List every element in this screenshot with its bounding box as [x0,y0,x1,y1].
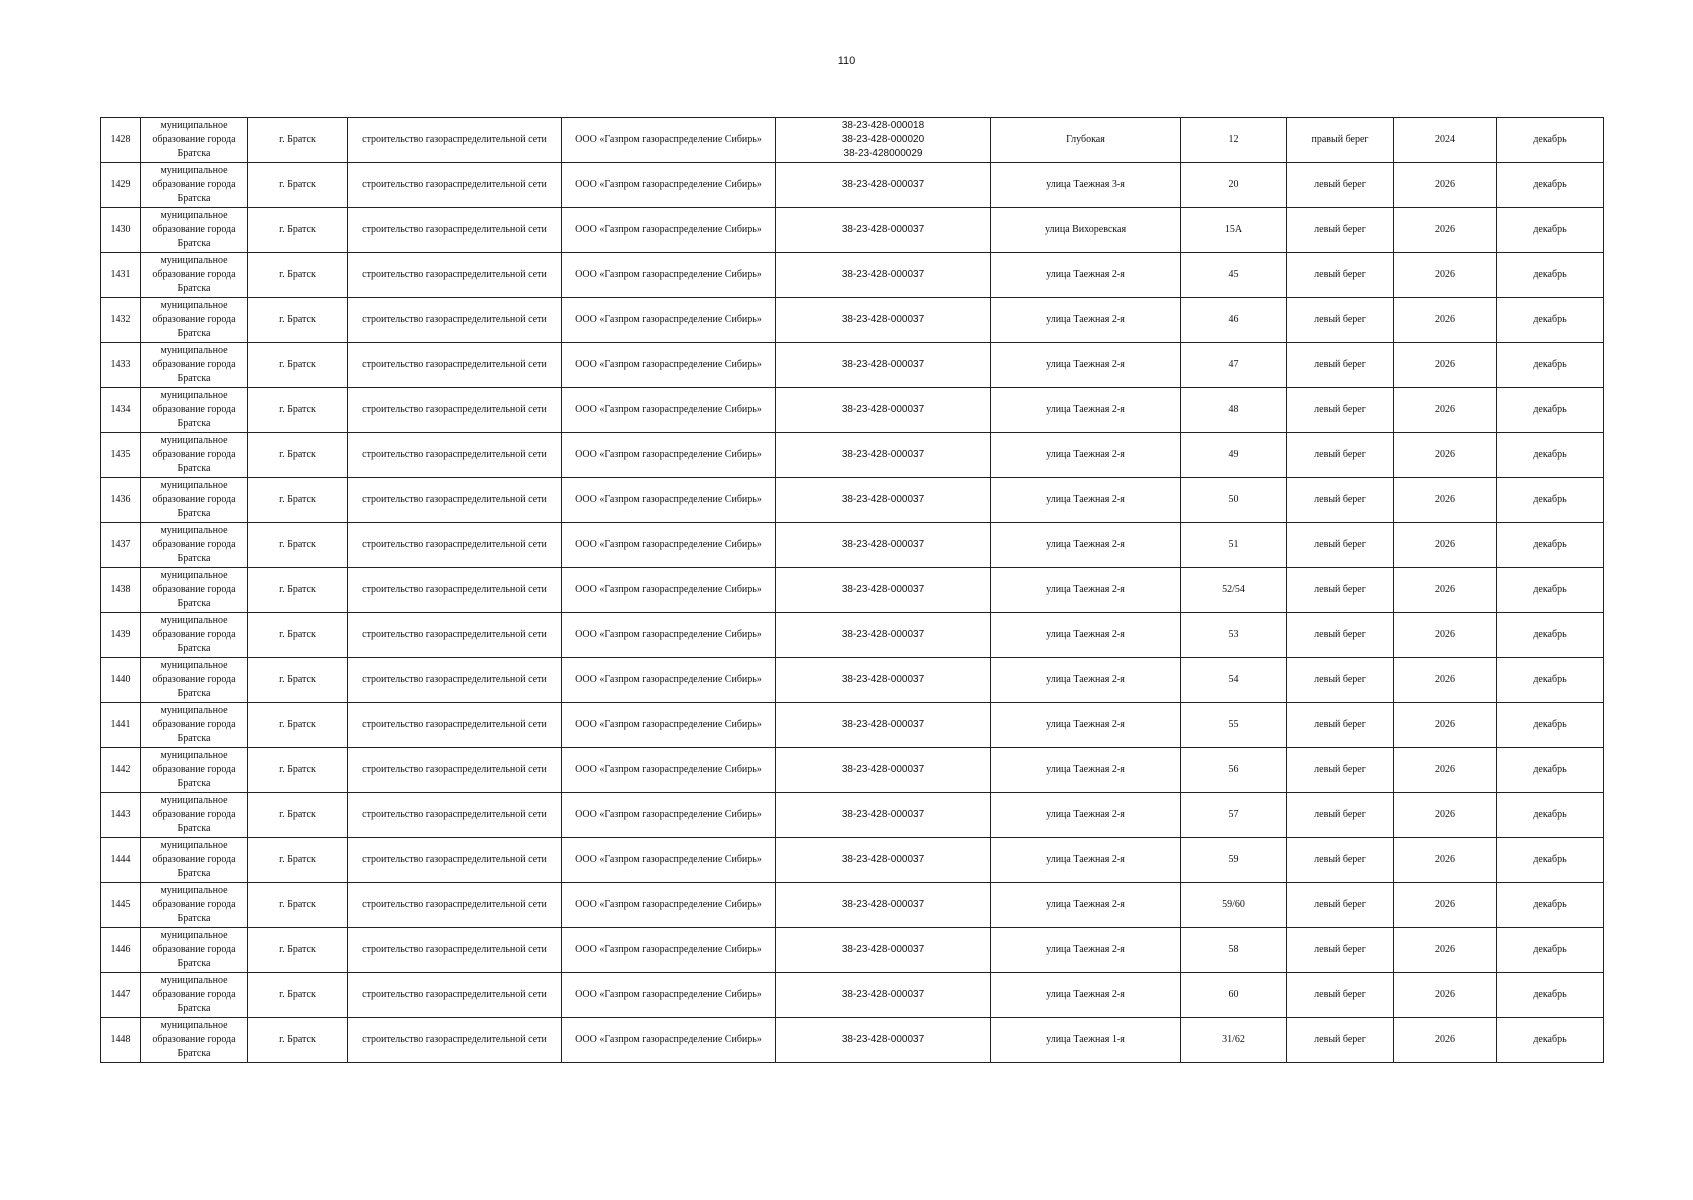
object-id: 38-23-428-000037 [841,944,925,955]
year-cell: 2026 [1394,973,1497,1018]
month-cell: декабрь [1497,703,1604,748]
row-number-cell: 1428 [101,118,141,163]
street-cell: улица Таежная 3-я [991,163,1181,208]
organization-cell: ООО «Газпром газораспределение Сибирь» [562,793,776,838]
house-number-cell: 55 [1181,703,1287,748]
organization-cell: ООО «Газпром газораспределение Сибирь» [562,298,776,343]
table-row [101,973,1604,1018]
month-cell: декабрь [1497,388,1604,433]
year-cell: 2026 [1394,928,1497,973]
house-number-cell: 53 [1181,613,1287,658]
table-row [101,433,1604,478]
object-id-cell [776,703,991,748]
year-cell: 2026 [1394,793,1497,838]
year-cell: 2026 [1394,343,1497,388]
house-number-cell: 58 [1181,928,1287,973]
organization-cell: ООО «Газпром газораспределение Сибирь» [562,928,776,973]
organization-cell: ООО «Газпром газораспределение Сибирь» [562,703,776,748]
table-row [101,658,1604,703]
work-type-cell: строительство газораспределительной сети [348,928,562,973]
object-id-cell [776,433,991,478]
city-cell: г. Братск [248,118,348,163]
year-cell: 2024 [1394,118,1497,163]
year-cell: 2026 [1394,298,1497,343]
object-id-cell [776,613,991,658]
gasification-table [100,117,1604,1063]
organization-cell: ООО «Газпром газораспределение Сибирь» [562,973,776,1018]
year-cell: 2026 [1394,613,1497,658]
river-bank-cell: правый берег [1287,118,1394,163]
river-bank-cell: левый берег [1287,478,1394,523]
street-cell: улица Таежная 2-я [991,388,1181,433]
work-type-cell: строительство газораспределительной сети [348,568,562,613]
object-id-cell [776,163,991,208]
table-row [101,298,1604,343]
table-row [101,748,1604,793]
object-id: 38-23-428-000037 [841,854,925,865]
river-bank-cell: левый берег [1287,658,1394,703]
municipality-cell: муниципальное образование города Братска [141,343,248,388]
organization-cell: ООО «Газпром газораспределение Сибирь» [562,253,776,298]
river-bank-cell: левый берег [1287,163,1394,208]
house-number-cell: 15А [1181,208,1287,253]
river-bank-cell: левый берег [1287,883,1394,928]
month-cell: декабрь [1497,973,1604,1018]
row-number-cell: 1448 [101,1018,141,1063]
object-id-cell [776,793,991,838]
house-number-cell: 50 [1181,478,1287,523]
municipality-cell: муниципальное образование города Братска [141,748,248,793]
municipality-cell: муниципальное образование города Братска [141,388,248,433]
table-row [101,388,1604,433]
table-row [101,613,1604,658]
municipality-cell: муниципальное образование города Братска [141,298,248,343]
year-cell: 2026 [1394,388,1497,433]
table-row [101,343,1604,388]
street-cell: улица Таежная 2-я [991,613,1181,658]
house-number-cell: 49 [1181,433,1287,478]
row-number-cell: 1436 [101,478,141,523]
house-number-cell: 45 [1181,253,1287,298]
year-cell: 2026 [1394,883,1497,928]
object-id-cell [776,118,991,163]
row-number-cell: 1439 [101,613,141,658]
city-cell: г. Братск [248,568,348,613]
municipality-cell: муниципальное образование города Братска [141,973,248,1018]
street-cell: улица Таежная 2-я [991,478,1181,523]
object-id: 38-23-428-000037 [841,224,925,235]
object-id-cell [776,208,991,253]
month-cell: декабрь [1497,298,1604,343]
house-number-cell: 20 [1181,163,1287,208]
table-row [101,118,1604,163]
city-cell: г. Братск [248,163,348,208]
house-number-cell: 59 [1181,838,1287,883]
organization-cell: ООО «Газпром газораспределение Сибирь» [562,478,776,523]
organization-cell: ООО «Газпром газораспределение Сибирь» [562,343,776,388]
object-id: 38-23-428-000037 [841,179,925,190]
city-cell: г. Братск [248,928,348,973]
year-cell: 2026 [1394,253,1497,298]
street-cell: улица Таежная 2-я [991,253,1181,298]
street-cell: улица Таежная 2-я [991,973,1181,1018]
month-cell: декабрь [1497,928,1604,973]
work-type-cell: строительство газораспределительной сети [348,208,562,253]
row-number-cell: 1430 [101,208,141,253]
row-number-cell: 1431 [101,253,141,298]
city-cell: г. Братск [248,793,348,838]
object-id: 38-23-428-000037 [841,1034,925,1045]
month-cell: декабрь [1497,883,1604,928]
organization-cell: ООО «Газпром газораспределение Сибирь» [562,523,776,568]
month-cell: декабрь [1497,793,1604,838]
object-id-cell [776,658,991,703]
river-bank-cell: левый берег [1287,343,1394,388]
table-row [101,1018,1604,1063]
row-number-cell: 1433 [101,343,141,388]
object-id: 38-23-428-000037 [841,359,925,370]
house-number-cell: 57 [1181,793,1287,838]
month-cell: декабрь [1497,838,1604,883]
river-bank-cell: левый берег [1287,568,1394,613]
organization-cell: ООО «Газпром газораспределение Сибирь» [562,433,776,478]
house-number-cell: 46 [1181,298,1287,343]
table-row [101,928,1604,973]
year-cell: 2026 [1394,658,1497,703]
street-cell: улица Вихоревская [991,208,1181,253]
work-type-cell: строительство газораспределительной сети [348,163,562,208]
month-cell: декабрь [1497,523,1604,568]
table-row [101,163,1604,208]
object-id-cell [776,883,991,928]
river-bank-cell: левый берег [1287,973,1394,1018]
row-number-cell: 1445 [101,883,141,928]
work-type-cell: строительство газораспределительной сети [348,793,562,838]
house-number-cell: 47 [1181,343,1287,388]
house-number-cell: 59/60 [1181,883,1287,928]
row-number-cell: 1437 [101,523,141,568]
table-row [101,793,1604,838]
year-cell: 2026 [1394,523,1497,568]
work-type-cell: строительство газораспределительной сети [348,703,562,748]
object-id: 38-23-428-000037 [841,674,925,685]
street-cell: улица Таежная 1-я [991,1018,1181,1063]
organization-cell: ООО «Газпром газораспределение Сибирь» [562,613,776,658]
table-row [101,838,1604,883]
city-cell: г. Братск [248,208,348,253]
city-cell: г. Братск [248,838,348,883]
object-id-cell [776,253,991,298]
object-id-cell [776,1018,991,1063]
year-cell: 2026 [1394,208,1497,253]
organization-cell: ООО «Газпром газораспределение Сибирь» [562,748,776,793]
object-id: 38-23-428-000037 [841,629,925,640]
object-id: 38-23-428-000037 [841,314,925,325]
month-cell: декабрь [1497,568,1604,613]
river-bank-cell: левый берег [1287,298,1394,343]
municipality-cell: муниципальное образование города Братска [141,433,248,478]
river-bank-cell: левый берег [1287,208,1394,253]
object-id-cell [776,748,991,793]
row-number-cell: 1434 [101,388,141,433]
city-cell: г. Братск [248,973,348,1018]
street-cell: улица Таежная 2-я [991,928,1181,973]
river-bank-cell: левый берег [1287,253,1394,298]
street-cell: улица Таежная 2-я [991,343,1181,388]
row-number-cell: 1441 [101,703,141,748]
municipality-cell: муниципальное образование города Братска [141,613,248,658]
organization-cell: ООО «Газпром газораспределение Сибирь» [562,388,776,433]
river-bank-cell: левый берег [1287,388,1394,433]
work-type-cell: строительство газораспределительной сети [348,388,562,433]
object-id-cell [776,478,991,523]
house-number-cell: 48 [1181,388,1287,433]
house-number-cell: 31/62 [1181,1018,1287,1063]
river-bank-cell: левый берег [1287,523,1394,568]
organization-cell: ООО «Газпром газораспределение Сибирь» [562,1018,776,1063]
house-number-cell: 60 [1181,973,1287,1018]
river-bank-cell: левый берег [1287,703,1394,748]
work-type-cell: строительство газораспределительной сети [348,658,562,703]
city-cell: г. Братск [248,613,348,658]
month-cell: декабрь [1497,478,1604,523]
municipality-cell: муниципальное образование города Братска [141,568,248,613]
street-cell: улица Таежная 2-я [991,568,1181,613]
city-cell: г. Братск [248,478,348,523]
object-id: 38-23-428000029 [843,148,923,159]
month-cell: декабрь [1497,208,1604,253]
river-bank-cell: левый берег [1287,838,1394,883]
object-id: 38-23-428-000037 [841,449,925,460]
object-id: 38-23-428-000037 [841,764,925,775]
month-cell: декабрь [1497,433,1604,478]
house-number-cell: 51 [1181,523,1287,568]
street-cell: улица Таежная 2-я [991,883,1181,928]
city-cell: г. Братск [248,433,348,478]
organization-cell: ООО «Газпром газораспределение Сибирь» [562,658,776,703]
street-cell: улица Таежная 2-я [991,748,1181,793]
row-number-cell: 1446 [101,928,141,973]
street-cell: улица Таежная 2-я [991,793,1181,838]
work-type-cell: строительство газораспределительной сети [348,118,562,163]
object-id: 38-23-428-000037 [841,404,925,415]
work-type-cell: строительство газораспределительной сети [348,883,562,928]
table-row [101,478,1604,523]
work-type-cell: строительство газораспределительной сети [348,1018,562,1063]
month-cell: декабрь [1497,748,1604,793]
object-id: 38-23-428-000037 [841,269,925,280]
city-cell: г. Братск [248,703,348,748]
work-type-cell: строительство газораспределительной сети [348,613,562,658]
year-cell: 2026 [1394,838,1497,883]
month-cell: декабрь [1497,658,1604,703]
object-id-cell [776,523,991,568]
city-cell: г. Братск [248,658,348,703]
work-type-cell: строительство газораспределительной сети [348,748,562,793]
row-number-cell: 1442 [101,748,141,793]
row-number-cell: 1435 [101,433,141,478]
organization-cell: ООО «Газпром газораспределение Сибирь» [562,118,776,163]
municipality-cell: муниципальное образование города Братска [141,478,248,523]
work-type-cell: строительство газораспределительной сети [348,838,562,883]
table-row [101,568,1604,613]
row-number-cell: 1429 [101,163,141,208]
object-id: 38-23-428-000037 [841,494,925,505]
city-cell: г. Братск [248,523,348,568]
work-type-cell: строительство газораспределительной сети [348,433,562,478]
month-cell: декабрь [1497,343,1604,388]
city-cell: г. Братск [248,1018,348,1063]
municipality-cell: муниципальное образование города Братска [141,163,248,208]
river-bank-cell: левый берег [1287,748,1394,793]
work-type-cell: строительство газораспределительной сети [348,973,562,1018]
table-row [101,883,1604,928]
organization-cell: ООО «Газпром газораспределение Сибирь» [562,568,776,613]
object-id-cell [776,568,991,613]
municipality-cell: муниципальное образование города Братска [141,253,248,298]
organization-cell: ООО «Газпром газораспределение Сибирь» [562,883,776,928]
house-number-cell: 12 [1181,118,1287,163]
row-number-cell: 1440 [101,658,141,703]
row-number-cell: 1432 [101,298,141,343]
river-bank-cell: левый берег [1287,1018,1394,1063]
year-cell: 2026 [1394,748,1497,793]
work-type-cell: строительство газораспределительной сети [348,343,562,388]
table-row [101,703,1604,748]
street-cell: улица Таежная 2-я [991,658,1181,703]
row-number-cell: 1438 [101,568,141,613]
year-cell: 2026 [1394,568,1497,613]
street-cell: улица Таежная 2-я [991,838,1181,883]
municipality-cell: муниципальное образование города Братска [141,883,248,928]
object-id-cell [776,973,991,1018]
row-number-cell: 1443 [101,793,141,838]
river-bank-cell: левый берег [1287,433,1394,478]
street-cell: улица Таежная 2-я [991,433,1181,478]
municipality-cell: муниципальное образование города Братска [141,208,248,253]
street-cell: улица Таежная 2-я [991,703,1181,748]
object-id-cell [776,838,991,883]
city-cell: г. Братск [248,253,348,298]
page-number: 110 [837,55,856,67]
month-cell: декабрь [1497,253,1604,298]
work-type-cell: строительство газораспределительной сети [348,298,562,343]
object-id: 38-23-428-000018 [841,120,925,131]
organization-cell: ООО «Газпром газораспределение Сибирь» [562,208,776,253]
month-cell: декабрь [1497,118,1604,163]
municipality-cell: муниципальное образование города Братска [141,838,248,883]
object-id: 38-23-428-000037 [841,899,925,910]
city-cell: г. Братск [248,343,348,388]
object-id: 38-23-428-000020 [841,134,925,145]
object-id-cell [776,928,991,973]
house-number-cell: 56 [1181,748,1287,793]
object-id: 38-23-428-000037 [841,584,925,595]
municipality-cell: муниципальное образование города Братска [141,118,248,163]
city-cell: г. Братск [248,883,348,928]
row-number-cell: 1444 [101,838,141,883]
city-cell: г. Братск [248,748,348,793]
object-id: 38-23-428-000037 [841,989,925,1000]
year-cell: 2026 [1394,478,1497,523]
city-cell: г. Братск [248,388,348,433]
river-bank-cell: левый берег [1287,928,1394,973]
house-number-cell: 52/54 [1181,568,1287,613]
organization-cell: ООО «Газпром газораспределение Сибирь» [562,163,776,208]
organization-cell: ООО «Газпром газораспределение Сибирь» [562,838,776,883]
table-row [101,253,1604,298]
month-cell: декабрь [1497,613,1604,658]
work-type-cell: строительство газораспределительной сети [348,478,562,523]
year-cell: 2026 [1394,1018,1497,1063]
street-cell: Глубокая [991,118,1181,163]
year-cell: 2026 [1394,703,1497,748]
object-id: 38-23-428-000037 [841,809,925,820]
object-id: 38-23-428-000037 [841,719,925,730]
river-bank-cell: левый берег [1287,613,1394,658]
object-id: 38-23-428-000037 [841,539,925,550]
street-cell: улица Таежная 2-я [991,298,1181,343]
street-cell: улица Таежная 2-я [991,523,1181,568]
object-id-cell [776,298,991,343]
municipality-cell: муниципальное образование города Братска [141,658,248,703]
object-id-cell [776,343,991,388]
table-body [101,118,1604,1063]
table-row [101,523,1604,568]
municipality-cell: муниципальное образование города Братска [141,793,248,838]
municipality-cell: муниципальное образование города Братска [141,1018,248,1063]
municipality-cell: муниципальное образование города Братска [141,928,248,973]
municipality-cell: муниципальное образование города Братска [141,703,248,748]
object-id-cell [776,388,991,433]
river-bank-cell: левый берег [1287,793,1394,838]
year-cell: 2026 [1394,433,1497,478]
row-number-cell: 1447 [101,973,141,1018]
city-cell: г. Братск [248,298,348,343]
month-cell: декабрь [1497,163,1604,208]
year-cell: 2026 [1394,163,1497,208]
table-row [101,208,1604,253]
work-type-cell: строительство газораспределительной сети [348,523,562,568]
municipality-cell: муниципальное образование города Братска [141,523,248,568]
work-type-cell: строительство газораспределительной сети [348,253,562,298]
month-cell: декабрь [1497,1018,1604,1063]
house-number-cell: 54 [1181,658,1287,703]
